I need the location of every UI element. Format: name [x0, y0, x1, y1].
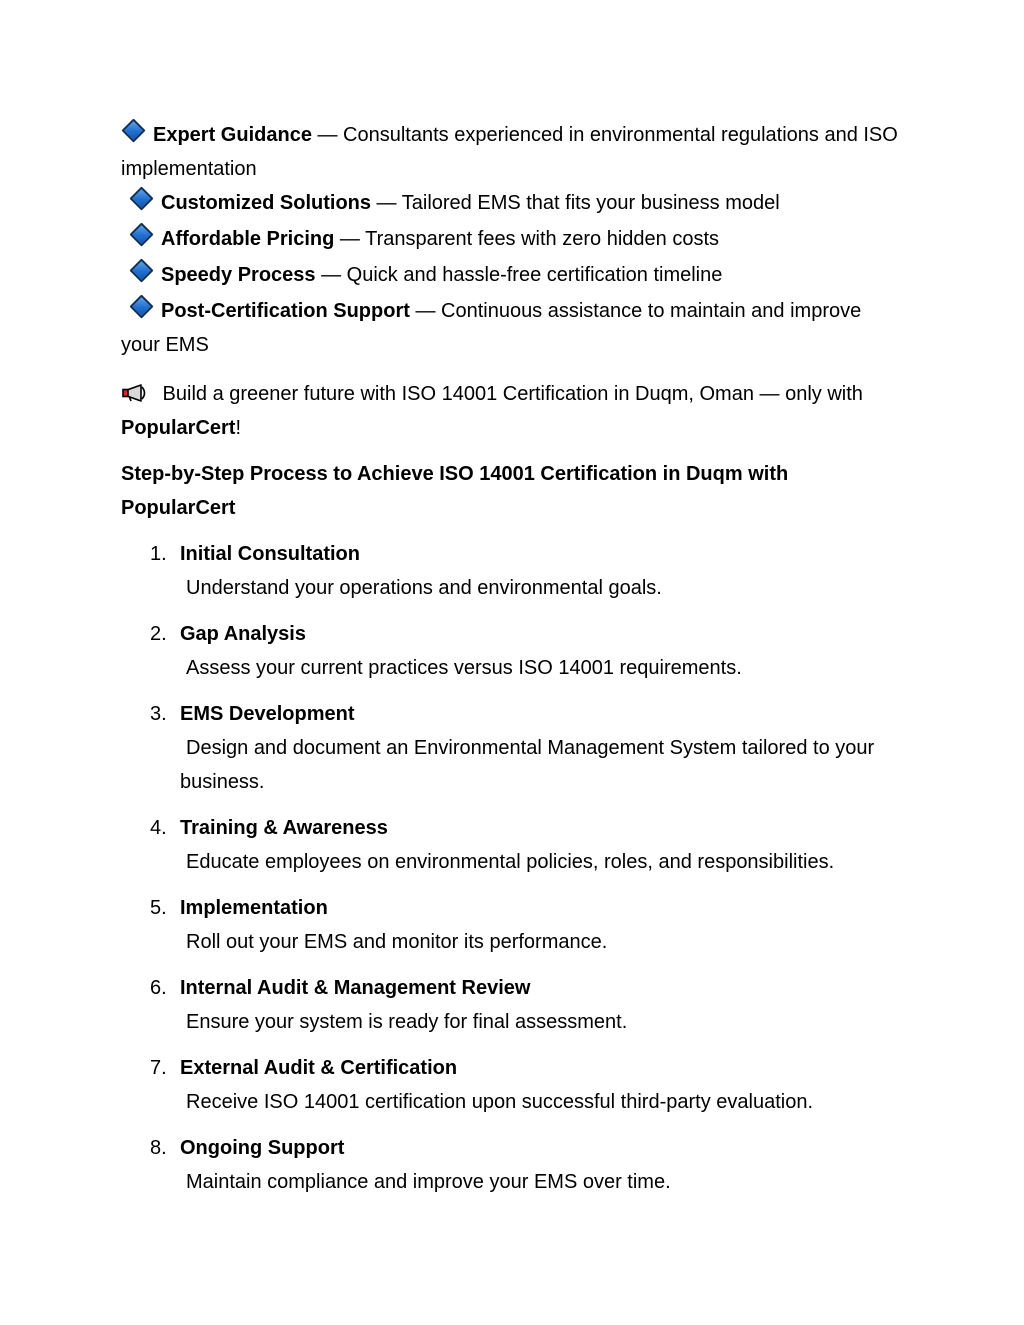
- benefit-text: — Transparent fees with zero hidden costs: [334, 228, 719, 250]
- step-description: Design and document an Environmental Management System tailored to your business.: [180, 737, 875, 793]
- step-title: Ongoing Support: [180, 1137, 345, 1159]
- step-description: Ensure your system is ready for final assessment.: [186, 1011, 628, 1033]
- list-item: [121, 537, 901, 605]
- announcement-end: !: [235, 417, 242, 439]
- benefit-text: — Tailored EMS that fits your business model: [371, 192, 780, 214]
- benefit-title: Expert Guidance: [153, 124, 312, 146]
- step-title: Implementation: [180, 897, 328, 919]
- step-number: 4.: [150, 817, 167, 839]
- step-description: Educate employees on environmental policies, roles, and responsibilities.: [186, 851, 835, 873]
- list-item: [121, 697, 901, 799]
- benefit-item-speedy-process: [121, 258, 901, 292]
- blue-diamond-icon: [129, 294, 153, 318]
- benefit-item-customized-solutions: [121, 186, 901, 220]
- benefit-title: Post-Certification Support: [161, 300, 410, 322]
- benefit-item-affordable-pricing: [121, 222, 901, 256]
- step-number: 2.: [150, 623, 167, 645]
- step-number: 1.: [150, 543, 167, 565]
- announcement-text: Build a greener future with ISO 14001 Certification in Duqm, Oman — only with: [157, 383, 863, 405]
- step-description: Assess your current practices versus ISO 14001 requirements.: [186, 657, 742, 679]
- list-item: [121, 891, 901, 959]
- blue-diamond-icon: [129, 186, 153, 210]
- section-heading: Step-by-Step Process to Achieve ISO 14001 Certification in Duqm with PopularCert: [121, 463, 789, 519]
- benefit-text: — Continuous assistance to maintain and improve your EMS: [121, 300, 862, 356]
- benefit-item-post-certification-support: [121, 294, 901, 362]
- process-steps-list: [121, 537, 901, 1199]
- benefit-item-expert-guidance: [121, 118, 901, 186]
- blue-diamond-icon: [121, 118, 145, 142]
- list-item: [121, 617, 901, 685]
- list-item: [121, 1131, 901, 1199]
- megaphone-icon: [121, 384, 149, 402]
- announcement: [121, 377, 901, 445]
- step-number: 6.: [150, 977, 167, 999]
- benefit-text: — Quick and hassle-free certification timeline: [315, 264, 723, 286]
- benefit-text: — Consultants experienced in environmental regulations and ISO implementation: [121, 124, 898, 180]
- step-title: EMS Development: [180, 703, 355, 725]
- benefit-title: Affordable Pricing: [161, 228, 335, 250]
- step-number: 8.: [150, 1137, 167, 1159]
- list-item: [121, 971, 901, 1039]
- brand-name: PopularCert: [121, 417, 236, 439]
- step-title: Gap Analysis: [180, 623, 306, 645]
- step-description: Maintain compliance and improve your EMS over time.: [186, 1171, 671, 1193]
- step-number: 3.: [150, 703, 167, 725]
- document-page: [121, 118, 901, 1211]
- step-description: Understand your operations and environmental goals.: [186, 577, 662, 599]
- blue-diamond-icon: [129, 222, 153, 246]
- step-description: Receive ISO 14001 certification upon successful third-party evaluation.: [186, 1091, 814, 1113]
- step-number: 5.: [150, 897, 167, 919]
- step-title: Internal Audit & Management Review: [180, 977, 531, 999]
- list-item: [121, 1051, 901, 1119]
- step-title: Initial Consultation: [180, 543, 360, 565]
- list-item: [121, 811, 901, 879]
- step-number: 7.: [150, 1057, 167, 1079]
- step-title: External Audit & Certification: [180, 1057, 458, 1079]
- blue-diamond-icon: [129, 258, 153, 282]
- benefit-title: Customized Solutions: [161, 192, 371, 214]
- benefit-title: Speedy Process: [161, 264, 316, 286]
- step-description: Roll out your EMS and monitor its performance.: [186, 931, 608, 953]
- step-title: Training & Awareness: [180, 817, 388, 839]
